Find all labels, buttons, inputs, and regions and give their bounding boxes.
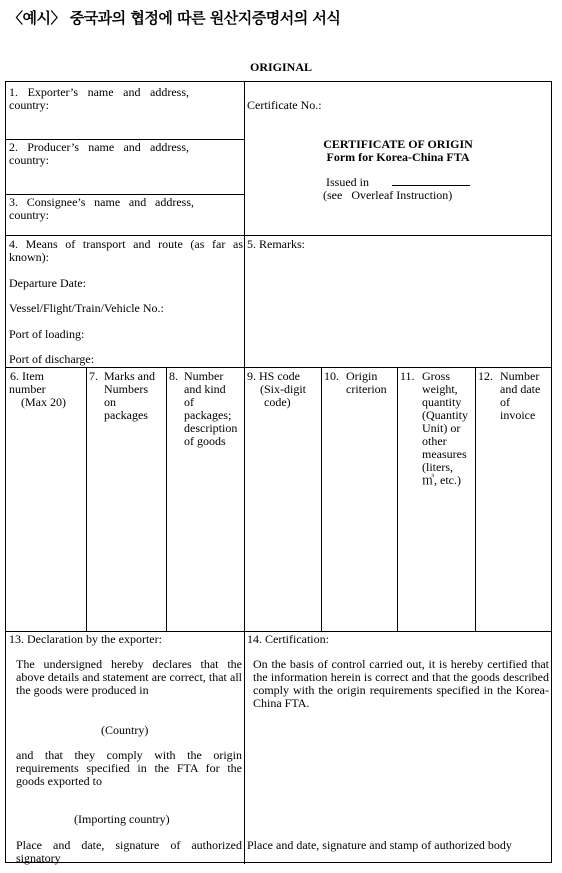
port-of-loading: Port of loading: xyxy=(9,327,85,341)
col-hs-code-l2: (Six-digit xyxy=(260,382,307,396)
col-gross-weight xyxy=(400,370,415,383)
col-item-number-l1: 6. Item xyxy=(10,369,44,383)
divider-header xyxy=(6,235,551,236)
col-hs-code-l3: code) xyxy=(264,395,291,409)
consignee-field: 3. Consignee’s name and address, country: xyxy=(9,195,194,222)
col-marks-numbers-l3: on xyxy=(104,395,116,409)
original-label: ORIGINAL xyxy=(249,60,312,74)
col-marks-numbers-text xyxy=(104,370,155,422)
transport-route: 4. Means of transport and route (as far as known): xyxy=(9,237,243,264)
col-gross-weight-l7: measures xyxy=(422,447,467,461)
certificate-title: CERTIFICATE OF ORIGIN xyxy=(323,137,473,151)
col-gross-weight-l2: weight, xyxy=(422,382,458,396)
col-packages-l3: of xyxy=(184,395,194,409)
col-gross-weight-l4: (Quantity xyxy=(422,408,468,422)
col-item-number xyxy=(9,370,66,409)
col-origin-criterion-num: 10. xyxy=(324,369,339,383)
divider-col-8 xyxy=(166,367,167,631)
col-marks-numbers-l4: packages xyxy=(104,408,148,422)
declaration-importing-country: (Importing country) xyxy=(74,812,170,826)
col-invoice-l3: of xyxy=(500,395,510,409)
col-invoice-text xyxy=(500,370,540,422)
col-packages-l4: packages; xyxy=(184,408,232,422)
certification-label: 14. Certification: xyxy=(247,632,329,646)
col-packages-l5: description xyxy=(184,421,238,435)
certification-text: On the basis of control carried out, it is hereby certified that the information herein is correct and that the goods described comply with the origin requirements specified in the Korea-China FTA. xyxy=(253,657,549,710)
col-item-number-l2: number xyxy=(9,382,46,396)
col-origin-criterion xyxy=(324,370,339,383)
producer-field: 2. Producer’s name and address, country: xyxy=(9,140,189,167)
col-packages-l6: of goods xyxy=(184,434,226,448)
col-marks-numbers-num: 7. xyxy=(89,369,98,383)
col-marks-numbers-l1: Marks and xyxy=(104,369,155,383)
col-gross-weight-l5: Unit) or xyxy=(422,421,461,435)
certification-signature: Place and date, signature and stamp of authorized body xyxy=(247,838,512,852)
divider-col-12 xyxy=(475,367,476,631)
col-item-number-l3: (Max 20) xyxy=(21,395,66,409)
declaration-country: (Country) xyxy=(101,723,149,737)
col-gross-weight-num: 11. xyxy=(400,369,415,383)
divider-col-7 xyxy=(86,367,87,631)
overleaf-instruction: (see Overleaf Instruction) xyxy=(323,188,453,202)
port-of-discharge: Port of discharge: xyxy=(9,352,95,366)
divider-main xyxy=(244,82,245,631)
col-gross-weight-text xyxy=(422,370,468,487)
divider-col-10 xyxy=(321,367,322,631)
declaration-label: 13. Declaration by the exporter: xyxy=(9,632,162,646)
col-gross-weight-l8: (liters, xyxy=(422,460,453,474)
col-invoice-num: 12. xyxy=(478,369,493,383)
declaration-text-1: The undersigned hereby declares that the above details and statement are correct, that all the goods were produced in xyxy=(16,657,242,697)
col-packages-l2: and kind xyxy=(184,382,226,396)
col-marks-numbers xyxy=(89,370,98,383)
col-invoice-l4: invoice xyxy=(500,408,536,422)
col-invoice xyxy=(478,370,493,383)
col-gross-weight-l3: quantity xyxy=(422,395,462,409)
declaration-text-2: and that they comply with the origin requirements specified in the FTA for the goods exported to xyxy=(16,748,242,788)
col-origin-criterion-text xyxy=(346,370,387,396)
col-hs-code xyxy=(247,370,306,409)
col-invoice-l2: and date xyxy=(500,382,541,396)
exporter-field: 1. Exporter’s name and address, country: xyxy=(9,85,189,112)
col-packages-num: 8. xyxy=(169,369,178,383)
issued-in-label: Issued in xyxy=(326,175,369,189)
vessel-number: Vessel/Flight/Train/Vehicle No.: xyxy=(9,301,164,315)
col-gross-weight-l9: ㎥, etc.) xyxy=(422,473,461,487)
certificate-form: Form for Korea-China FTA xyxy=(326,150,470,164)
declaration-signature: Place and date, signature of authorized signatory xyxy=(16,838,242,865)
document-heading: 〈예시〉 중국과의 협정에 따른 원산지증명서의 서식 xyxy=(8,9,341,27)
col-gross-weight-l6: other xyxy=(422,434,447,448)
divider-col-11 xyxy=(397,367,398,631)
col-hs-code-l1: 9. HS code xyxy=(247,369,300,383)
departure-date: Departure Date: xyxy=(9,276,86,290)
col-marks-numbers-l2: Numbers xyxy=(104,382,148,396)
divider-footer-mid xyxy=(244,631,245,864)
remarks: 5. Remarks: xyxy=(247,237,305,251)
col-packages-l1: Number xyxy=(184,369,224,383)
certificate-number: Certificate No.: xyxy=(247,98,322,112)
divider-columns xyxy=(6,367,551,368)
col-invoice-l1: Number xyxy=(500,369,540,383)
col-packages-text xyxy=(184,370,237,448)
certificate-form xyxy=(5,81,552,863)
issued-in-blank xyxy=(392,184,470,186)
col-gross-weight-l1: Gross xyxy=(422,369,451,383)
col-origin-criterion-l1: Origin xyxy=(346,369,378,383)
col-packages xyxy=(169,370,178,383)
col-origin-criterion-l2: criterion xyxy=(346,382,387,396)
